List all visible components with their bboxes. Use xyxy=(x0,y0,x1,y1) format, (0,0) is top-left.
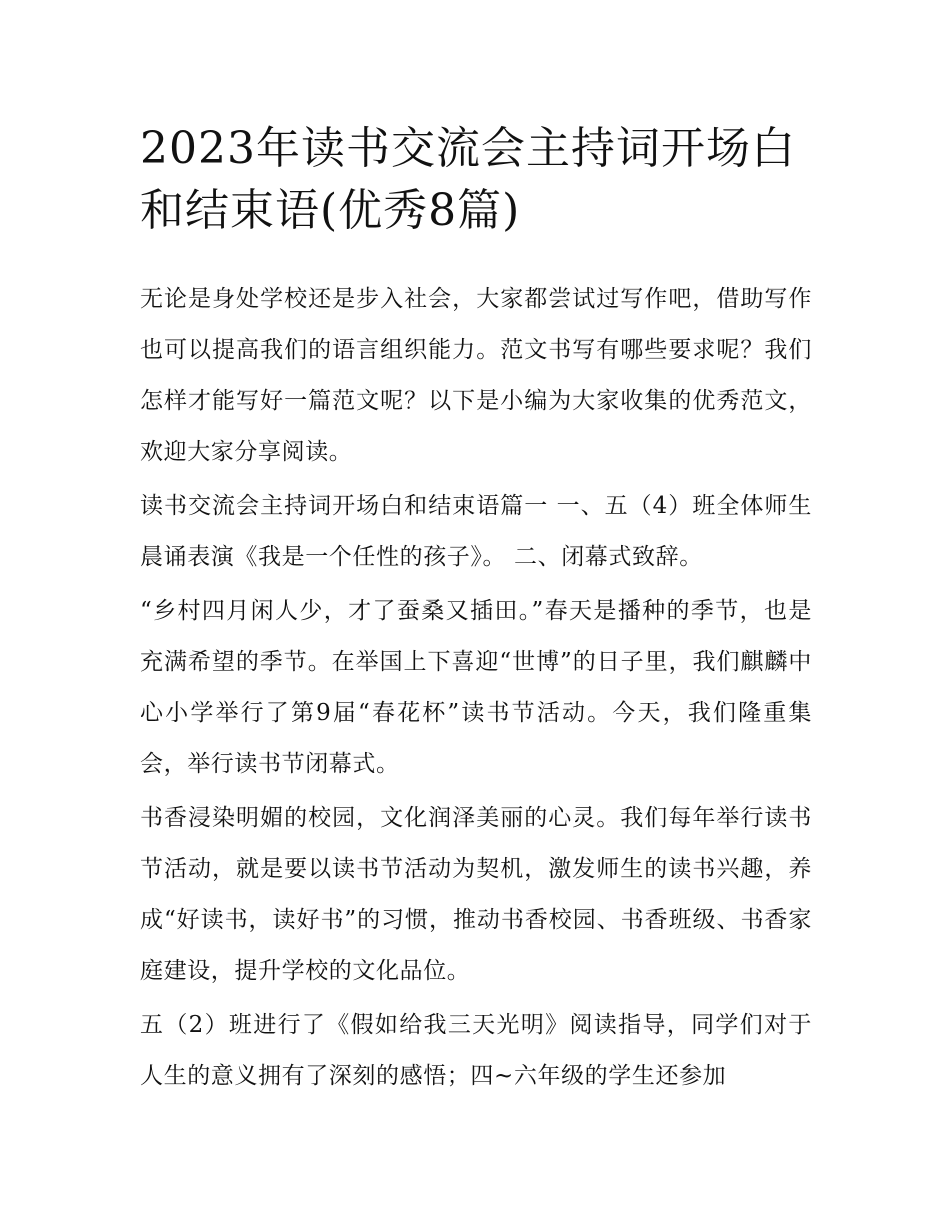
paragraph-reading-festival: 书香浸染明媚的校园，文化润泽美丽的心灵。我们每年举行读书节活动，就是要以读书节活动为契机，激发师生的读书兴趣，养成“好读书，读好书”的习惯，推动书香校园、书香班级、书香家庭建设，提升学校的文化品位。 xyxy=(140,805,812,984)
paragraph-part-one: 读书交流会主持词开场白和结束语篇一 一、五（4）班全体师生晨诵表演《我是一个任性的孩子》。 二、闭幕式致辞。 xyxy=(140,493,812,570)
document-body xyxy=(140,274,812,1105)
document-title: 2023年读书交流会主持词开场白和结束语(优秀8篇) xyxy=(140,123,796,236)
paragraph-intro: 无论是身处学校还是步入社会，大家都尝试过写作吧，借助写作也可以提高我们的语言组织能力。范文书写有哪些要求呢？我们怎样才能写好一篇范文呢？以下是小编为大家收集的优秀范文，欢迎大家分享阅读。 xyxy=(140,286,812,465)
paragraph-class-activity: 五（2）班进行了《假如给我三天光明》阅读指导，同学们对于人生的意义拥有了深刻的感悟；四~六年级的学生还参加 xyxy=(140,1012,812,1089)
paragraph-spring: “乡村四月闲人少，才了蚕桑又插田。”春天是播种的季节，也是充满希望的季节。在举国上下喜迎“世博”的日子里，我们麒麟中心小学举行了第9届“春花杯”读书节活动。今天，我们隆重集会，举行读书节闭幕式。 xyxy=(140,598,812,777)
